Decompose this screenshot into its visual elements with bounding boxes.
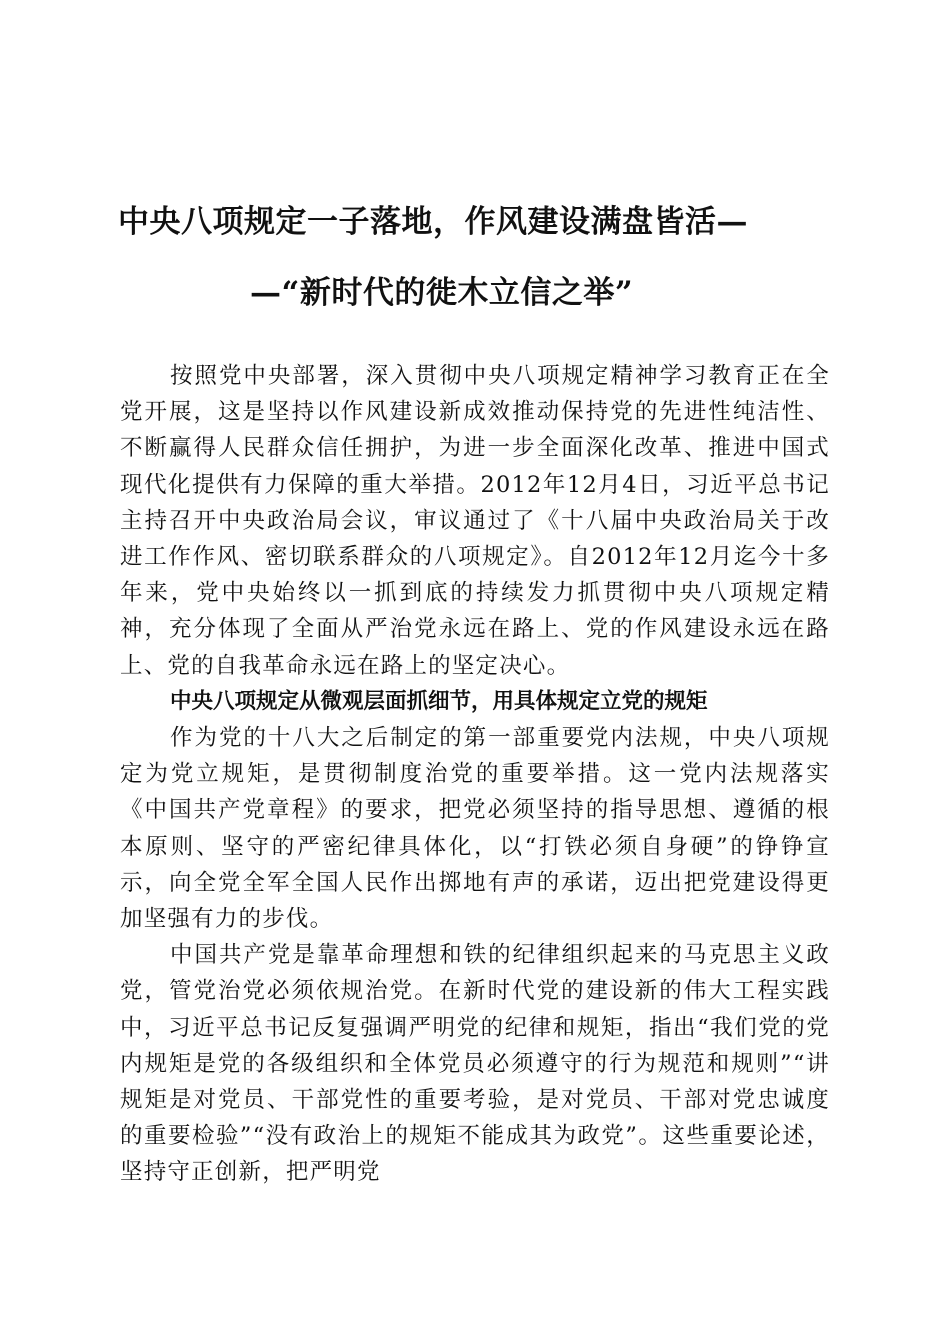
paragraph-intro: 按照党中央部署，深入贯彻中央八项规定精神学习教育正在全党开展，这是坚持以作风建设新成效推动保持党的先进性纯洁性、不断赢得人民群众信任拥护，为进一步全面深化改革、推进中国式现代化提供有力保障的重大举措。2012年12月4日，习近平总书记主持召开中央政治局会议，审议通过了《十八届中央政治局关于改进工作作风、密切联系群众的八项规定》。自2012年12月迄今十多年来，党中央始终以一抓到底的持续发力抓贯彻中央八项规定精神，充分体现了全面从严治党永远在路上、党的作风建设永远在路上、党的自我革命永远在路上的坚定决心。 — [120, 363, 830, 679]
document-body — [120, 358, 830, 1191]
document-title-line-1: 中央八项规定一子落地，作风建设满盘皆活— — [118, 204, 748, 240]
document-title-line-2: —“新时代的徙木立信之举” — [250, 275, 634, 311]
paragraph-section-2: 中国共产党是靠革命理想和铁的纪律组织起来的马克思主义政党，管党治党必须依规治党。在新时代党的建设新的伟大工程实践中，习近平总书记反复强调严明党的纪律和规矩，指出“我们党的党内规矩是党的各级组织和全体党员必须遵守的行为规范和规则”“讲规矩是对党员、干部党性的重要考验，是对党员、干部对党忠诚度的重要检验”“没有政治上的规矩不能成其为政党”。这些重要论述，坚持守正创新，把严明党 — [120, 942, 830, 1186]
paragraph-section-1: 作为党的十八大之后制定的第一部重要党内法规，中央八项规定为党立规矩，是贯彻制度治党的重要举措。这一党内法规落实《中国共产党章程》的要求，把党必须坚持的指导思想、遵循的根本原则、坚守的严密纪律具体化，以“打铁必须自身硬”的铮铮宣示，向全党全军全国人民作出掷地有声的承诺，迈出把党建设得更加坚强有力的步伐。 — [120, 725, 830, 933]
section-heading: 中央八项规定从微观层面抓细节，用具体规定立党的规矩 — [170, 688, 708, 714]
